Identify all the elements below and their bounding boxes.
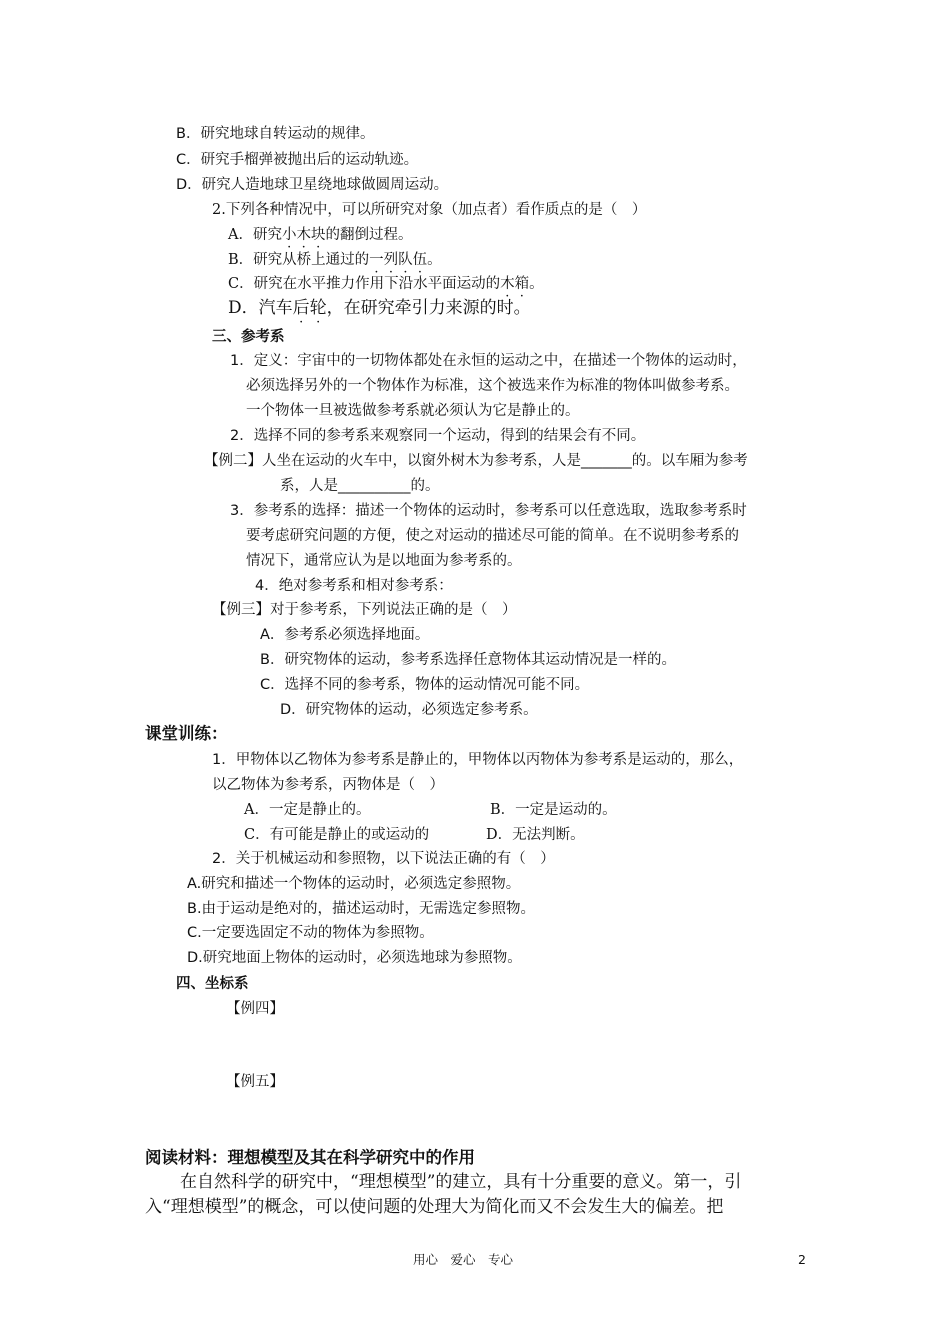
training-2-option-c: C.一定要选固定不动的物体为参照物。: [187, 925, 434, 941]
reading-paragraph-line-1: 在自然科学的研究中，“理想模型”的建立，具有十分重要的意义。第一，引: [180, 1172, 742, 1192]
example-4-label: 【例四】: [226, 1001, 284, 1017]
option-text: C．研究在水平推力作用下沿水平面运动的: [228, 276, 501, 292]
example-3-option-d: D．研究物体的运动，必须选定参考系。: [280, 702, 538, 718]
point-4: 4．绝对参考系和相对参考系：: [255, 578, 453, 594]
training-1-option-c: C．有可能是静止的或运动的: [244, 827, 430, 843]
emphasis-char: 块: [310, 227, 326, 243]
example-2-line-1: 【例二】人坐在运动的火车中，以窗外树木为参考系，人是_______的。以车厢为参考: [204, 453, 748, 469]
emphasis-char: 一: [369, 252, 384, 268]
definition-line-3: 一个物体一旦被选做参考系就必须认为它是静止的。: [246, 403, 580, 419]
question-2-option-a: [228, 225, 412, 245]
training-1-option-b: B．一定是运动的。: [490, 802, 617, 818]
point-3-line-2: 要考虑研究问题的方便，使之对运动的描述尽可能的简单。在不说明参考系的: [246, 528, 739, 544]
training-1-option-a: A．一定是静止的。: [244, 802, 371, 818]
question-2: 2.下列各种情况中，可以所研究对象（加点者）看作质点的是（ ）: [212, 202, 647, 218]
example-3-option-a: A．参考系必须选择地面。: [260, 627, 430, 643]
question-2-option-d: [228, 298, 531, 318]
emphasis-char: 队: [398, 252, 413, 268]
reading-paragraph-line-2: 入“理想模型”的概念，可以使问题的处理大为简化而又不会发生大的偏差。把: [145, 1197, 724, 1217]
training-1-line-1: 1．甲物体以乙物体为参考系是静止的，甲物体以丙物体为参考系是运动的，那么，: [212, 752, 744, 768]
emphasis-char: 后: [292, 298, 310, 318]
option-b-earth-rotation: B．研究地球自转运动的规律。: [176, 126, 375, 142]
page-number: 2: [798, 1252, 806, 1267]
option-text: B．研究从桥上通过的: [228, 252, 370, 268]
point-2: 2．选择不同的参考系来观察同一个运动，得到的结果会有不同。: [230, 428, 646, 444]
question-2-option-c: [228, 274, 544, 294]
option-text: ，在研究牵引力来源的时。: [326, 298, 531, 318]
training-1-option-d: D．无法判断。: [486, 827, 585, 843]
training-2-option-b: B.由于运动是绝对的，描述运动时，无需选定参照物。: [187, 901, 536, 917]
option-c-grenade: C．研究手榴弹被抛出后的运动轨迹。: [176, 152, 419, 168]
emphasis-char: 列: [383, 252, 399, 268]
example-5-label: 【例五】: [226, 1074, 284, 1090]
option-d-satellite: D．研究人造地球卫星绕地球做圆周运动。: [176, 177, 449, 193]
example-3-question: 【例三】对于参考系，下列说法正确的是（ ）: [212, 602, 517, 618]
example-2-line-2: 系，人是__________的。: [280, 478, 440, 494]
emphasis-char: 木: [296, 227, 311, 243]
reading-material-heading: 阅读材料：理想模型及其在科学研究中的作用: [145, 1148, 475, 1167]
emphasis-char: 箱: [514, 276, 530, 292]
classroom-training-heading: 课堂训练：: [145, 724, 228, 743]
training-2-question: 2．关于机械运动和参照物，以下说法正确的有（ ）: [212, 851, 555, 867]
training-1-line-2: 以乙物体为参考系，丙物体是（ ）: [212, 777, 444, 793]
definition-line-2: 必须选择另外的一个物体作为标准，这个被选来作为标准的物体叫做参考系。: [246, 378, 739, 394]
point-3-line-3: 情况下，通常应认为是以地面为参考系的。: [246, 553, 522, 569]
example-3-option-b: B．研究物体的运动，参考系选择任意物体其运动情况是一样的。: [260, 652, 676, 668]
training-2-option-a: A.研究和描述一个物体的运动时，必须选定参照物。: [187, 876, 521, 892]
section-3-heading: 三、参考系: [212, 329, 285, 345]
section-4-heading: 四、坐标系: [176, 976, 249, 992]
option-text: 。: [427, 252, 442, 268]
footer-motto: 用心 爱心 专心: [413, 1252, 514, 1267]
emphasis-char: 轮: [309, 298, 327, 318]
point-3-line-1: 3．参考系的选择：描述一个物体的运动时，参考系可以任意选取，选取参考系时: [230, 503, 747, 519]
option-text: A．研究: [228, 227, 282, 243]
option-text: D．汽车: [228, 298, 293, 318]
emphasis-char: 小: [281, 227, 297, 243]
emphasis-char: 伍: [412, 252, 428, 268]
option-text: 。: [529, 276, 544, 292]
option-text: 的翻倒过程。: [325, 227, 413, 243]
definition-line-1: 1．定义：宇宙中的一切物体都处在永恒的运动之中，在描述一个物体的运动时，: [230, 353, 747, 369]
example-3-option-c: C．选择不同的参考系，物体的运动情况可能不同。: [260, 677, 590, 693]
question-2-option-b: [228, 250, 442, 270]
training-2-option-d: D.研究地面上物体的运动时，必须选地球为参照物。: [187, 950, 522, 966]
emphasis-char: 木: [500, 276, 515, 292]
